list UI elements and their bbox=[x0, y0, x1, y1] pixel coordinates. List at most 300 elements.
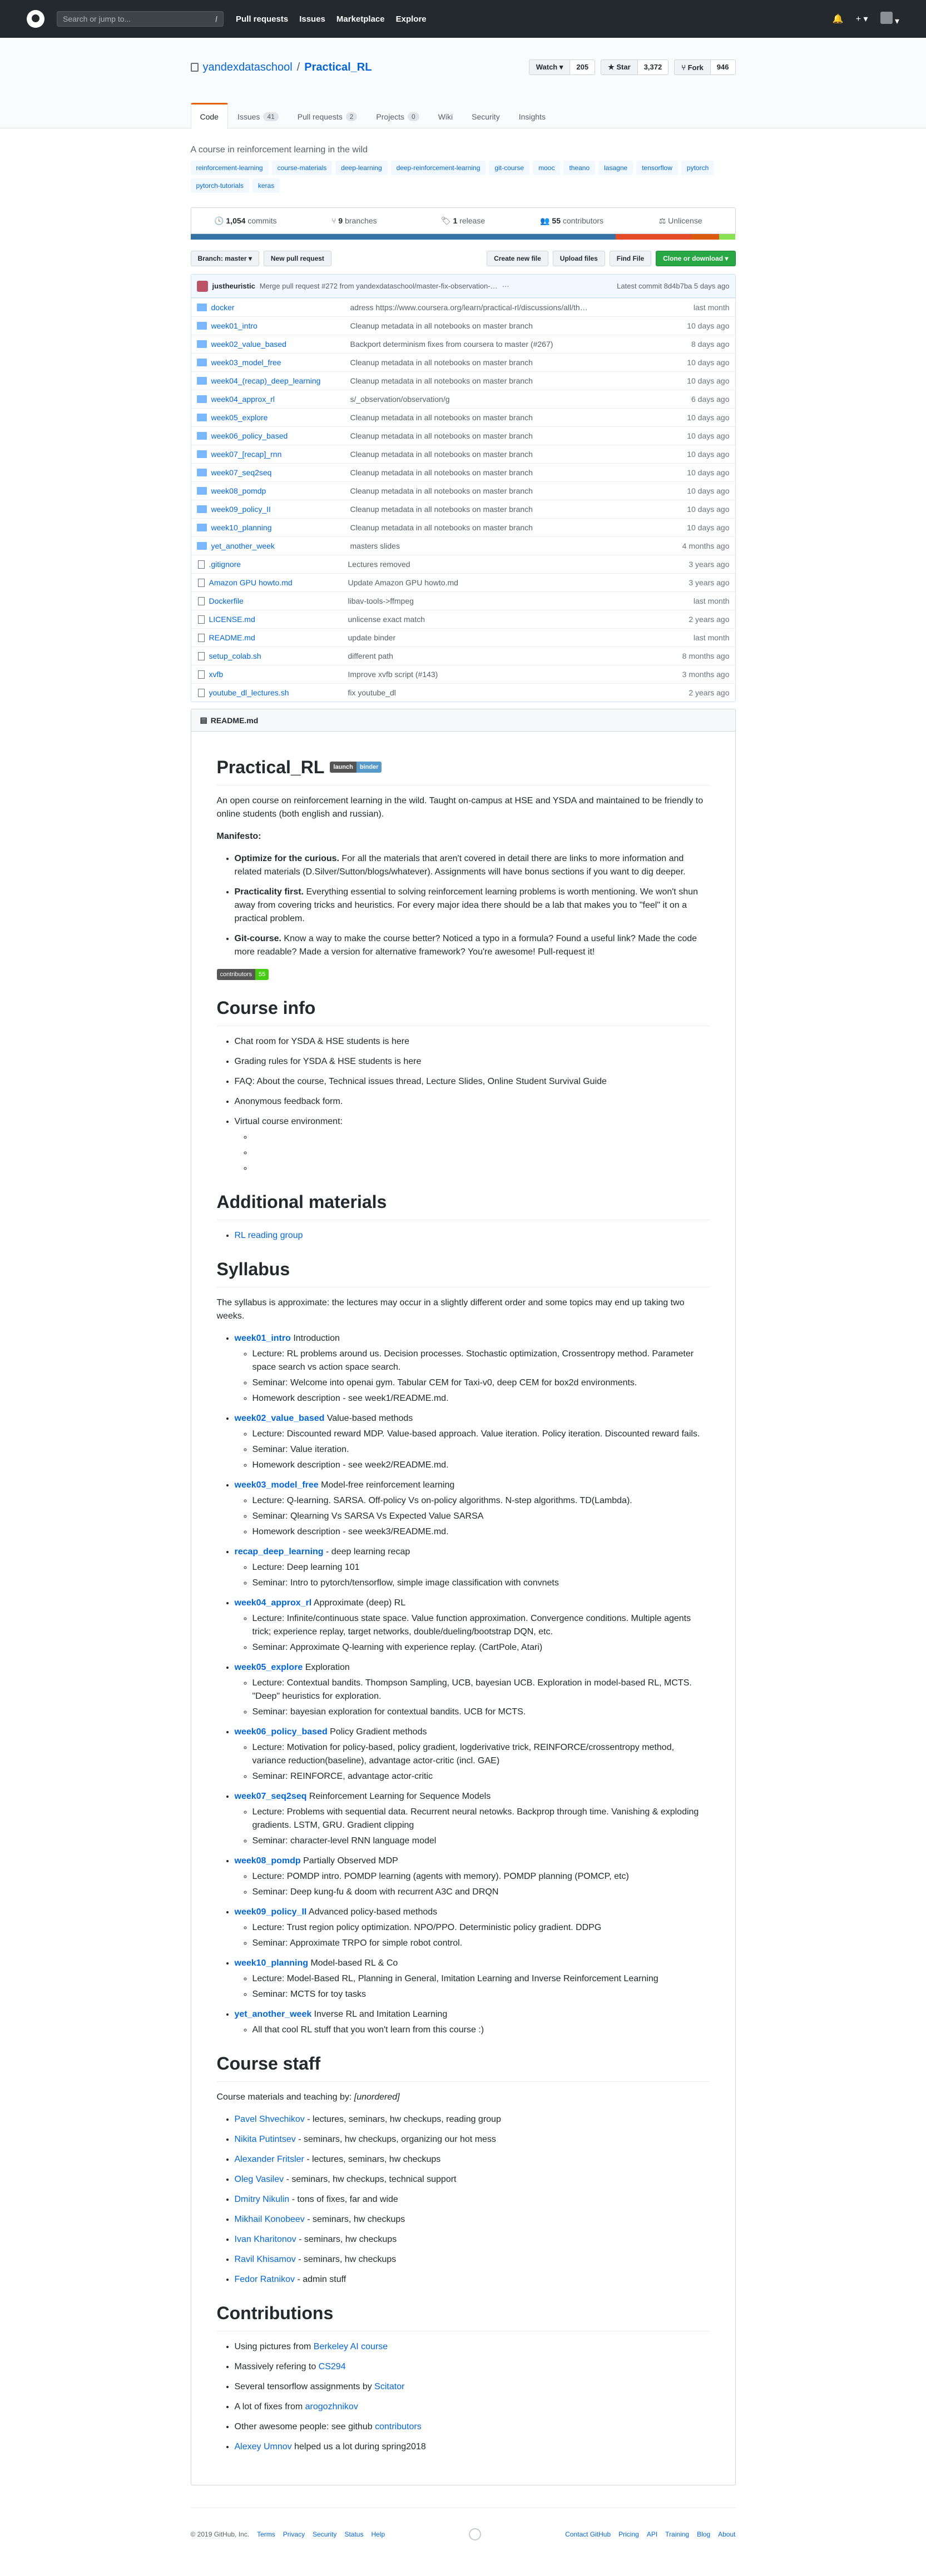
table-row[interactable] bbox=[191, 536, 735, 555]
find-file-button[interactable]: Find File bbox=[610, 251, 651, 266]
file-age: 10 days ago bbox=[687, 450, 730, 459]
table-row[interactable] bbox=[191, 518, 735, 536]
readme-panel bbox=[191, 709, 736, 2485]
watch-button[interactable]: Watch ▾ bbox=[529, 59, 571, 75]
latest-commit-info[interactable]: Latest commit 8d4b7ba 5 days ago bbox=[617, 282, 730, 290]
staff-link[interactable]: Dmitry Nikulin bbox=[234, 2195, 290, 2204]
list-item: ◦ Seminar: Welcome into openai gym. Tabular CEM for Taxi-v0, deep CEM for box2d environments. bbox=[252, 1376, 710, 1390]
file-commit-message[interactable]: Cleanup metadata in all notebooks on master branch bbox=[350, 505, 533, 514]
file-commit-message[interactable]: Cleanup metadata in all notebooks on master branch bbox=[350, 413, 533, 422]
repo-title: yandexdataschool / Practical_RL bbox=[191, 61, 372, 74]
upload-files-button[interactable]: Upload files bbox=[553, 251, 605, 266]
week-topics bbox=[235, 1347, 710, 1405]
file-commit-message[interactable]: Cleanup metadata in all notebooks on master branch bbox=[350, 450, 533, 459]
footer-link[interactable]: Contact GitHub bbox=[565, 2530, 611, 2538]
file-name-link[interactable]: week05_explore bbox=[211, 413, 268, 422]
week-topics bbox=[235, 2023, 710, 2037]
language-segment bbox=[616, 234, 692, 240]
folder-icon bbox=[197, 505, 207, 513]
reading-group-link[interactable]: RL reading group bbox=[234, 1231, 303, 1240]
file-icon bbox=[198, 579, 205, 587]
folder-icon bbox=[197, 524, 207, 531]
file-icon bbox=[198, 670, 205, 679]
topic-tag[interactable]: mooc bbox=[533, 161, 560, 175]
list-item bbox=[235, 1229, 710, 1242]
file-age: 2 years ago bbox=[689, 615, 730, 624]
list-item: ◦ Lecture: Infinite/continuous state space. Value function approximation. Convergence conditions. Multiple agents trick; experience replay, target networks, double/dueling/bootstrap DQN, etc. bbox=[252, 1612, 710, 1639]
list-item: • Nikita Putintsev - seminars, hw checkups, organizing our hot mess bbox=[235, 2133, 710, 2146]
contributions-heading: Contributions bbox=[217, 2300, 710, 2331]
topic-tag[interactable]: tensorflow bbox=[636, 161, 678, 175]
readme-body bbox=[191, 732, 735, 2485]
topic-list bbox=[191, 161, 725, 193]
file-name-link[interactable]: yet_another_week bbox=[211, 541, 275, 550]
file-name-link[interactable]: .gitignore bbox=[209, 560, 241, 569]
contributor-link[interactable]: Berkeley AI course bbox=[313, 2342, 388, 2351]
list-item: ◦ Lecture: Contextual bandits. Thompson Sampling, UCB, bayesian UCB. Exploration in model-based RL, MCTS. "Deep" heuristics for exploration. bbox=[252, 1677, 710, 1703]
fork-button[interactable]: ⑂ Fork bbox=[674, 59, 711, 75]
bell-icon[interactable]: 🔔 bbox=[832, 14, 844, 24]
file-age: 10 days ago bbox=[687, 376, 730, 385]
staff-link[interactable]: Fedor Ratnikov bbox=[234, 2275, 295, 2284]
list-item: ◦ Homework description - see week1/README.md. bbox=[252, 1392, 710, 1405]
book-icon: ▤ bbox=[200, 715, 207, 724]
contributor-link[interactable]: contributors bbox=[375, 2422, 422, 2431]
file-name-link[interactable]: LICENSE.md bbox=[209, 615, 255, 624]
file-commit-message[interactable]: update binder bbox=[348, 633, 396, 642]
list-item: • Fedor Ratnikov - admin stuff bbox=[235, 2273, 710, 2286]
tab-insights[interactable]: Insights bbox=[518, 112, 546, 121]
topic-tag[interactable]: theano bbox=[563, 161, 595, 175]
language-segment bbox=[719, 234, 735, 240]
list-item[interactable] bbox=[252, 1162, 710, 1175]
staff-heading: Course staff bbox=[217, 2050, 710, 2082]
file-name-link[interactable]: Dockerfile bbox=[209, 596, 244, 605]
file-commit-message[interactable]: adress https://www.coursera.org/learn/practical-rl/discussions/all/th… bbox=[350, 303, 588, 312]
contributor-link[interactable]: Alexey Umnov bbox=[234, 2442, 292, 2451]
file-name-link[interactable]: week01_intro bbox=[211, 321, 258, 330]
syllabus-intro: The syllabus is approximate: the lectures may occur in a slightly different order and some topics may end up taking two weeks. bbox=[216, 1298, 685, 1321]
table-row[interactable] bbox=[191, 481, 735, 500]
repo-owner-link[interactable]: yandexdataschool bbox=[202, 61, 293, 73]
star-count[interactable]: 3,372 bbox=[638, 59, 669, 75]
repo-description: A course in reinforcement learning in the wild bbox=[190, 145, 368, 155]
list-item: • Oleg Vasilev - seminars, hw checkups, technical support bbox=[235, 2173, 710, 2186]
global-header bbox=[0, 0, 926, 38]
file-commit-message[interactable]: s/_observation/observation/g bbox=[350, 395, 450, 404]
file-commit-message[interactable]: different path bbox=[348, 652, 393, 660]
file-commit-message[interactable]: unlicense exact match bbox=[348, 615, 425, 624]
file-age: 2 years ago bbox=[689, 688, 730, 697]
file-name-link[interactable]: week03_model_free bbox=[211, 358, 281, 367]
file-name-link[interactable]: Amazon GPU howto.md bbox=[209, 578, 293, 587]
avatar[interactable] bbox=[197, 281, 208, 292]
binder-badge[interactable]: launch binder bbox=[330, 762, 382, 773]
contributions-list bbox=[217, 2340, 710, 2454]
course-info-heading: Course info bbox=[217, 994, 710, 1026]
file-commit-message[interactable]: Lectures removed bbox=[348, 560, 410, 569]
file-age: last month bbox=[693, 596, 730, 605]
folder-icon bbox=[197, 377, 207, 385]
list-item[interactable]: • Grading rules for YSDA & HSE students is here bbox=[235, 1055, 710, 1068]
syllabus-week: • week03_model_free Model-free reinforcement learning ◦ Lecture: Q-learning. SARSA. Off-policy Vs on-policy algorithms. N-step algorithms. TD(Lambda). ◦ Seminar: Qlearning Vs SARSA Vs Expected Value SARSA ◦ Homework description - see week3/README.md. bbox=[235, 1479, 710, 1539]
header-nav-issues[interactable]: Issues bbox=[299, 14, 325, 24]
staff-link[interactable]: Alexander Fritsler bbox=[234, 2155, 304, 2164]
list-item: ◦ Seminar: MCTS for toy tasks bbox=[252, 1988, 710, 2001]
license-link[interactable]: ⚖ Unlicense bbox=[658, 216, 702, 225]
branch-select[interactable]: Branch: master ▾ bbox=[191, 251, 259, 266]
list-item[interactable] bbox=[252, 1146, 710, 1160]
staff-link[interactable]: Ivan Kharitonov bbox=[234, 2235, 296, 2244]
file-commit-message[interactable]: libav-tools->ffmpeg bbox=[348, 596, 414, 605]
file-commit-message[interactable]: Backport determinism fixes from coursera to master (#267) bbox=[350, 340, 553, 349]
staff-link[interactable]: Nikita Putintsev bbox=[234, 2135, 296, 2144]
language-bar[interactable] bbox=[191, 234, 736, 240]
tab-code[interactable]: Code bbox=[191, 103, 228, 129]
list-item: ◦ Lecture: Discounted reward MDP. Value-based approach. Value iteration. Policy iteration. Discounted reward fails. bbox=[252, 1428, 710, 1441]
list-item[interactable]: • Virtual course environment: ◦ ◦ ◦ bbox=[235, 1115, 710, 1175]
contributor-link[interactable]: arogozhnikov bbox=[305, 2402, 358, 2411]
file-commit-message[interactable]: Cleanup metadata in all notebooks on master branch bbox=[350, 486, 533, 495]
file-icon bbox=[198, 634, 205, 642]
file-name-link[interactable]: week07_[recap]_rnn bbox=[211, 450, 282, 459]
footer-link[interactable]: Pricing bbox=[618, 2530, 639, 2538]
week-link[interactable]: week10_planning bbox=[234, 1958, 308, 1968]
list-item: ◦ Lecture: Motivation for policy-based, policy gradient, logderivative trick, REINFORCE/crossentropy method, variance reduction(baseline), advantage actor-critic (incl. GAE) bbox=[252, 1741, 710, 1768]
topic-tag[interactable]: deep-reinforcement-learning bbox=[391, 161, 486, 175]
file-commit-message[interactable]: masters slides bbox=[350, 541, 400, 550]
syllabus-week: • week05_explore Exploration ◦ Lecture: Contextual bandits. Thompson Sampling, UCB, bayesian UCB. Exploration in model-based RL, MCTS. "Deep" heuristics for exploration. ◦ Seminar: bayesian exploration for contextual bandits. UCB for MCTS. bbox=[235, 1661, 710, 1719]
table-row[interactable] bbox=[191, 335, 735, 353]
latest-commit-bar bbox=[191, 275, 735, 298]
file-commit-message[interactable]: Cleanup metadata in all notebooks on master branch bbox=[350, 376, 533, 385]
additional-heading: Additional materials bbox=[217, 1188, 710, 1220]
contributor-link[interactable]: CS294 bbox=[318, 2362, 346, 2371]
language-segment bbox=[692, 234, 719, 240]
header-nav-pull-requests[interactable]: Pull requests bbox=[236, 14, 289, 24]
syllabus-week: • week04_approx_rl Approximate (deep) RL ◦ Lecture: Infinite/continuous state space. Value function approximation. Convergence conditions. Multiple agents trick; experience replay, target networks, double/dueling/bootstrap DQN, etc. ◦ Seminar: Approximate Q-learning with experience replay. (CartPole, Atari) bbox=[235, 1597, 710, 1654]
file-icon bbox=[198, 615, 205, 624]
list-item[interactable]: • Anonymous feedback form. bbox=[235, 1095, 710, 1108]
readme-title: Practical_RL launch binder bbox=[217, 754, 710, 785]
table-row[interactable] bbox=[191, 426, 735, 445]
file-table bbox=[191, 274, 736, 702]
folder-icon bbox=[197, 432, 207, 440]
manifesto-list bbox=[217, 852, 710, 959]
file-commit-message[interactable]: fix youtube_dl bbox=[348, 688, 396, 697]
course-info-list bbox=[217, 1035, 710, 1175]
language-segment bbox=[191, 234, 616, 240]
list-item: • Alexey Umnov helped us a lot during spring2018 bbox=[235, 2440, 710, 2454]
list-item[interactable]: • Chat room for YSDA & HSE students is here bbox=[235, 1035, 710, 1048]
folder-icon bbox=[197, 414, 207, 421]
list-item: • Git-course. Know a way to make the course better? Noticed a typo in a formula? Found a useful link? Made the code more readable? Made a version for alternative framework? You're awesome! Pull-request it! bbox=[235, 932, 710, 959]
file-age: last month bbox=[693, 303, 730, 312]
file-commit-message[interactable]: Improve xvfb script (#143) bbox=[348, 670, 438, 679]
footer-link[interactable]: API bbox=[646, 2530, 658, 2538]
repo-name-link[interactable]: Practical_RL bbox=[304, 61, 372, 73]
create-new-file-button[interactable]: Create new file bbox=[487, 251, 548, 266]
list-item: ◦ Homework description - see week2/README.md. bbox=[252, 1459, 710, 1472]
file-age: 10 days ago bbox=[687, 413, 730, 422]
file-name-link[interactable]: week10_planning bbox=[211, 523, 272, 532]
header-nav-marketplace[interactable]: Marketplace bbox=[336, 14, 385, 24]
file-name-link[interactable]: week07_seq2seq bbox=[211, 468, 272, 477]
list-item: • Dmitry Nikulin - tons of fixes, far and wide bbox=[235, 2193, 710, 2206]
contributors-badge[interactable]: contributors 55 bbox=[217, 969, 269, 981]
syllabus-week: • week09_policy_II Advanced policy-based methods ◦ Lecture: Trust region policy optimization. NPO/PPO. Deterministic policy gradient. DDPG ◦ Seminar: Approximate TRPO for simple robot control. bbox=[235, 1906, 710, 1950]
syllabus-week: • week08_pomdp Partially Observed MDP ◦ Lecture: POMDP intro. POMDP learning (agents with memory). POMDP planning (POMCP, etc) ◦ Seminar: Deep kung-fu & doom with recurrent A3C and DRQN bbox=[235, 1854, 710, 1899]
footer-link[interactable]: Help bbox=[371, 2530, 385, 2538]
list-item: ◦ Seminar: Intro to pytorch/tensorflow, simple image classification with convnets bbox=[252, 1577, 710, 1590]
list-item: ◦ Seminar: Value iteration. bbox=[252, 1443, 710, 1456]
syllabus-list bbox=[217, 1332, 710, 2037]
folder-icon bbox=[197, 395, 207, 403]
tab-security[interactable]: Security bbox=[472, 112, 500, 121]
table-row[interactable] bbox=[191, 573, 735, 591]
file-age: 10 days ago bbox=[687, 431, 730, 440]
file-age: 10 days ago bbox=[687, 505, 730, 514]
list-item: ◦ Lecture: Deep learning 101 bbox=[252, 1561, 710, 1574]
list-item: ◦ Seminar: bayesian exploration for contextual bandits. UCB for MCTS. bbox=[252, 1705, 710, 1719]
tab-counter: 2 bbox=[346, 112, 358, 121]
syllabus-week: • week07_seq2seq Reinforcement Learning for Sequence Models ◦ Lecture: Problems with sequential data. Recurrent neural netowks. Backprop through time. Vanishing & exploding gradients. LSTM, GRU. Gradient clipping ◦ Seminar: character-level RNN language model bbox=[235, 1790, 710, 1848]
file-age: 10 days ago bbox=[687, 486, 730, 495]
week-topics bbox=[235, 1741, 710, 1783]
table-row[interactable] bbox=[191, 683, 735, 702]
week-topics bbox=[235, 1972, 710, 2001]
list-item: • Alexander Fritsler - lectures, seminars, hw checkups bbox=[235, 2153, 710, 2166]
releases-link[interactable]: 🏷 1 release bbox=[440, 216, 486, 225]
staff-link[interactable]: Mikhail Konobeev bbox=[234, 2215, 305, 2224]
table-row[interactable] bbox=[191, 628, 735, 647]
list-item: ◦ Seminar: Approximate Q-learning with experience replay. (CartPole, Atari) bbox=[252, 1641, 710, 1654]
file-name-link[interactable]: week04_approx_rl bbox=[211, 395, 275, 404]
search-input[interactable]: Search or jump to... / bbox=[57, 11, 224, 27]
list-item: ◦ Lecture: RL problems around us. Decision processes. Stochastic optimization, Crossentropy method. Parameter space search vs action space search. bbox=[252, 1347, 710, 1374]
week-topics bbox=[235, 1806, 710, 1848]
week-link[interactable]: week01_intro bbox=[234, 1334, 291, 1343]
topic-tag[interactable]: keras bbox=[252, 178, 280, 193]
file-name-link[interactable]: README.md bbox=[209, 633, 255, 642]
repo-tabs bbox=[191, 82, 736, 128]
table-row[interactable] bbox=[191, 647, 735, 665]
week-link[interactable]: week05_explore bbox=[234, 1663, 303, 1672]
list-item: ◦ Seminar: character-level RNN language model bbox=[252, 1834, 710, 1848]
file-icon bbox=[198, 689, 205, 697]
footer-link[interactable]: Security bbox=[313, 2530, 337, 2538]
watch-count[interactable]: 205 bbox=[570, 59, 595, 75]
table-row[interactable] bbox=[191, 500, 735, 518]
tab-issues[interactable]: Issues 41 bbox=[228, 104, 288, 129]
table-row[interactable] bbox=[191, 408, 735, 426]
contributor-link[interactable]: Scitator bbox=[374, 2382, 405, 2391]
list-item: ◦ Lecture: Q-learning. SARSA. Off-policy Vs on-policy algorithms. N-step algorithms. TD(Lambda). bbox=[252, 1494, 710, 1508]
folder-icon bbox=[197, 487, 207, 495]
footer-link[interactable]: Terms bbox=[257, 2530, 275, 2538]
file-age: 10 days ago bbox=[687, 358, 730, 367]
new-pull-request-button[interactable]: New pull request bbox=[264, 251, 331, 266]
readme-header: ▤ README.md bbox=[191, 709, 735, 732]
table-row[interactable] bbox=[191, 555, 735, 573]
footer-link[interactable]: Blog bbox=[697, 2530, 711, 2538]
list-item: • Optimize for the curious. For all the materials that aren't covered in detail there are links to more information and related materials (D.Silver/Sutton/blogs/whatever). Assignments will have bonus sections if you want to dig deeper. bbox=[235, 852, 710, 879]
table-row[interactable] bbox=[191, 445, 735, 463]
list-item: • Using pictures from Berkeley AI course bbox=[235, 2340, 710, 2354]
file-name-link[interactable]: setup_colab.sh bbox=[209, 652, 261, 660]
topic-tag[interactable]: lasagne bbox=[598, 161, 633, 175]
file-commit-message[interactable]: Cleanup metadata in all notebooks on master branch bbox=[350, 468, 533, 477]
list-item: ◦ Seminar: Qlearning Vs SARSA Vs Expected Value SARSA bbox=[252, 1510, 710, 1523]
file-age: 8 days ago bbox=[691, 340, 730, 349]
week-link[interactable]: week04_approx_rl bbox=[234, 1598, 312, 1608]
file-age: 8 months ago bbox=[682, 652, 730, 660]
list-item: ◦ Lecture: POMDP intro. POMDP learning (agents with memory). POMDP planning (POMCP, etc) bbox=[252, 1870, 710, 1883]
tab-wiki[interactable]: Wiki bbox=[438, 112, 453, 121]
folder-icon bbox=[197, 542, 207, 550]
manifesto-heading: Manifesto: bbox=[216, 832, 261, 841]
table-row[interactable] bbox=[191, 610, 735, 628]
week-topics bbox=[235, 1494, 710, 1539]
list-item: • Ravil Khisamov - seminars, hw checkups bbox=[235, 2253, 710, 2266]
week-link[interactable]: week06_policy_based bbox=[234, 1727, 328, 1737]
table-row[interactable] bbox=[191, 665, 735, 683]
tab-projects[interactable]: Projects 0 bbox=[367, 104, 428, 129]
file-name-link[interactable]: youtube_dl_lectures.sh bbox=[209, 688, 289, 697]
topic-tag[interactable]: deep-learning bbox=[335, 161, 387, 175]
week-topics bbox=[235, 1921, 710, 1950]
week-link[interactable]: recap_deep_learning bbox=[234, 1547, 324, 1556]
fork-count[interactable]: 946 bbox=[711, 59, 736, 75]
github-logo-icon[interactable] bbox=[27, 10, 44, 28]
folder-icon bbox=[197, 340, 207, 348]
star-button[interactable]: ★ Star bbox=[601, 59, 638, 75]
list-item: ◦ Seminar: Approximate TRPO for simple robot control. bbox=[252, 1937, 710, 1950]
table-row[interactable] bbox=[191, 353, 735, 371]
week-topics bbox=[235, 1870, 710, 1899]
topic-tag[interactable]: course-materials bbox=[272, 161, 333, 175]
week-link[interactable]: week07_seq2seq bbox=[234, 1792, 307, 1801]
file-name-link[interactable]: week08_pomdp bbox=[211, 486, 266, 495]
commit-author[interactable]: justheuristic bbox=[212, 282, 255, 290]
table-row[interactable] bbox=[191, 298, 735, 316]
commits-link[interactable]: 🕓 1,054 commits bbox=[214, 216, 277, 225]
table-row[interactable] bbox=[191, 371, 735, 390]
clone-download-button[interactable]: Clone or download ▾ bbox=[656, 251, 735, 266]
tab-counter: 0 bbox=[408, 112, 419, 121]
topic-tag[interactable]: git-course bbox=[489, 161, 529, 175]
week-link[interactable]: yet_another_week bbox=[234, 2010, 312, 2019]
week-link[interactable]: week02_value_based bbox=[234, 1414, 325, 1423]
footer-link[interactable]: Status bbox=[344, 2530, 364, 2538]
topic-tag[interactable]: pytorch bbox=[681, 161, 714, 175]
create-new-dropdown[interactable]: + ▾ bbox=[855, 14, 868, 24]
folder-icon bbox=[197, 304, 207, 311]
file-commit-message[interactable]: Cleanup metadata in all notebooks on master branch bbox=[350, 321, 533, 330]
header-nav-explore[interactable]: Explore bbox=[395, 14, 427, 24]
file-commit-message[interactable]: Update Amazon GPU howto.md bbox=[348, 578, 458, 587]
header-nav bbox=[236, 14, 427, 24]
table-row[interactable] bbox=[191, 591, 735, 610]
week-topics bbox=[235, 1561, 710, 1590]
list-item: ◦ Lecture: Trust region policy optimization. NPO/PPO. Deterministic policy gradient. DDPG bbox=[252, 1921, 710, 1935]
branches-link[interactable]: ⑂ 9 branches bbox=[331, 216, 377, 225]
table-row[interactable] bbox=[191, 463, 735, 481]
file-age: last month bbox=[693, 633, 730, 642]
file-age: 10 days ago bbox=[687, 523, 730, 532]
file-age: 3 years ago bbox=[689, 560, 730, 569]
folder-icon bbox=[197, 450, 207, 458]
staff-link[interactable]: Ravil Khisamov bbox=[234, 2255, 296, 2264]
week-topics bbox=[235, 1677, 710, 1719]
syllabus-heading: Syllabus bbox=[217, 1256, 710, 1287]
file-icon bbox=[198, 652, 205, 660]
topic-tag[interactable]: reinforcement-learning bbox=[191, 161, 269, 175]
readme-intro: An open course on reinforcement learning in the wild. Taught on-campus at HSE and YSDA and maintained to be friendly to online students (both english and russian). bbox=[216, 796, 704, 819]
commit-message-link[interactable]: Merge pull request #272 from yandexdataschool/master-fix-observation-… bbox=[259, 282, 498, 290]
week-topics bbox=[235, 1612, 710, 1654]
list-item: ◦ All that cool RL stuff that you won't learn from this course :) bbox=[252, 2023, 710, 2037]
list-item: • Several tensorflow assignments by Scitator bbox=[235, 2380, 710, 2394]
file-name-link[interactable]: docker bbox=[211, 303, 235, 312]
list-item: • Ivan Kharitonov - seminars, hw checkups bbox=[235, 2233, 710, 2246]
avatar[interactable]: ▾ bbox=[880, 12, 899, 27]
footer-copyright: © 2019 GitHub, Inc. bbox=[190, 2530, 250, 2538]
table-row[interactable] bbox=[191, 316, 735, 335]
tab-pull-requests[interactable]: Pull requests 2 bbox=[288, 104, 367, 129]
contributors-link[interactable]: 👥 55 contributors bbox=[540, 216, 604, 225]
footer-link[interactable]: Privacy bbox=[283, 2530, 305, 2538]
file-commit-message[interactable]: Cleanup metadata in all notebooks on master branch bbox=[350, 431, 533, 440]
list-item: • Mikhail Konobeev - seminars, hw checkups bbox=[235, 2213, 710, 2226]
folder-icon bbox=[197, 359, 207, 366]
file-name-link[interactable]: week09_policy_II bbox=[211, 505, 271, 514]
week-link[interactable]: week08_pomdp bbox=[234, 1856, 301, 1866]
list-item: ◦ Lecture: Model-Based RL, Planning in General, Imitation Learning and Inverse Reinforcement Learning bbox=[252, 1972, 710, 1986]
file-age: 4 months ago bbox=[682, 541, 730, 550]
file-commit-message[interactable]: Cleanup metadata in all notebooks on master branch bbox=[350, 358, 533, 367]
footer-link[interactable]: About bbox=[718, 2530, 736, 2538]
staff-link[interactable]: Oleg Vasilev bbox=[234, 2175, 284, 2184]
staff-intro: Course materials and teaching by: [unordered] bbox=[216, 2092, 400, 2102]
file-name-link[interactable]: week04_(recap)_deep_learning bbox=[211, 376, 321, 385]
week-link[interactable]: week09_policy_II bbox=[234, 1907, 307, 1917]
commit-expand-button[interactable]: ··· bbox=[502, 282, 509, 290]
week-link[interactable]: week03_model_free bbox=[234, 1480, 319, 1490]
github-mark-icon[interactable] bbox=[469, 2528, 481, 2540]
file-name-link[interactable]: week02_value_based bbox=[211, 340, 286, 349]
list-item[interactable] bbox=[252, 1131, 710, 1144]
staff-link[interactable]: Pavel Shvechikov bbox=[234, 2115, 305, 2124]
file-icon bbox=[198, 597, 205, 605]
file-name-link[interactable]: week06_policy_based bbox=[211, 431, 288, 440]
footer-link[interactable]: Training bbox=[665, 2530, 690, 2538]
list-item[interactable]: • FAQ: About the course, Technical issues thread, Lecture Slides, Online Student Survival Guide bbox=[235, 1075, 710, 1088]
list-item: • Pavel Shvechikov - lectures, seminars, hw checkups, reading group bbox=[235, 2113, 710, 2126]
environment-list bbox=[235, 1131, 710, 1175]
tab-counter: 41 bbox=[263, 112, 278, 121]
staff-list bbox=[217, 2113, 710, 2286]
syllabus-week: • yet_another_week Inverse RL and Imitation Learning ◦ All that cool RL stuff that you won't learn from this course :) bbox=[235, 2008, 710, 2037]
list-item: • Practicality first. Everything essential to solving reinforcement learning problems is worth mentioning. We won't shun away from covering tricks and heuristics. For every major idea there should be a lab that makes you to "feel" it on a practical problem. bbox=[235, 886, 710, 926]
folder-icon bbox=[197, 469, 207, 476]
table-row[interactable] bbox=[191, 390, 735, 408]
topic-tag[interactable]: pytorch-tutorials bbox=[191, 178, 249, 193]
file-commit-message[interactable]: Cleanup metadata in all notebooks on master branch bbox=[350, 523, 533, 532]
file-name-link[interactable]: xvfb bbox=[209, 670, 224, 679]
list-item: ◦ Lecture: Problems with sequential data. Recurrent neural netowks. Backprop through time. Vanishing & exploding gradients. LSTM, GRU. Gradient clipping bbox=[252, 1806, 710, 1832]
folder-icon bbox=[197, 322, 207, 330]
